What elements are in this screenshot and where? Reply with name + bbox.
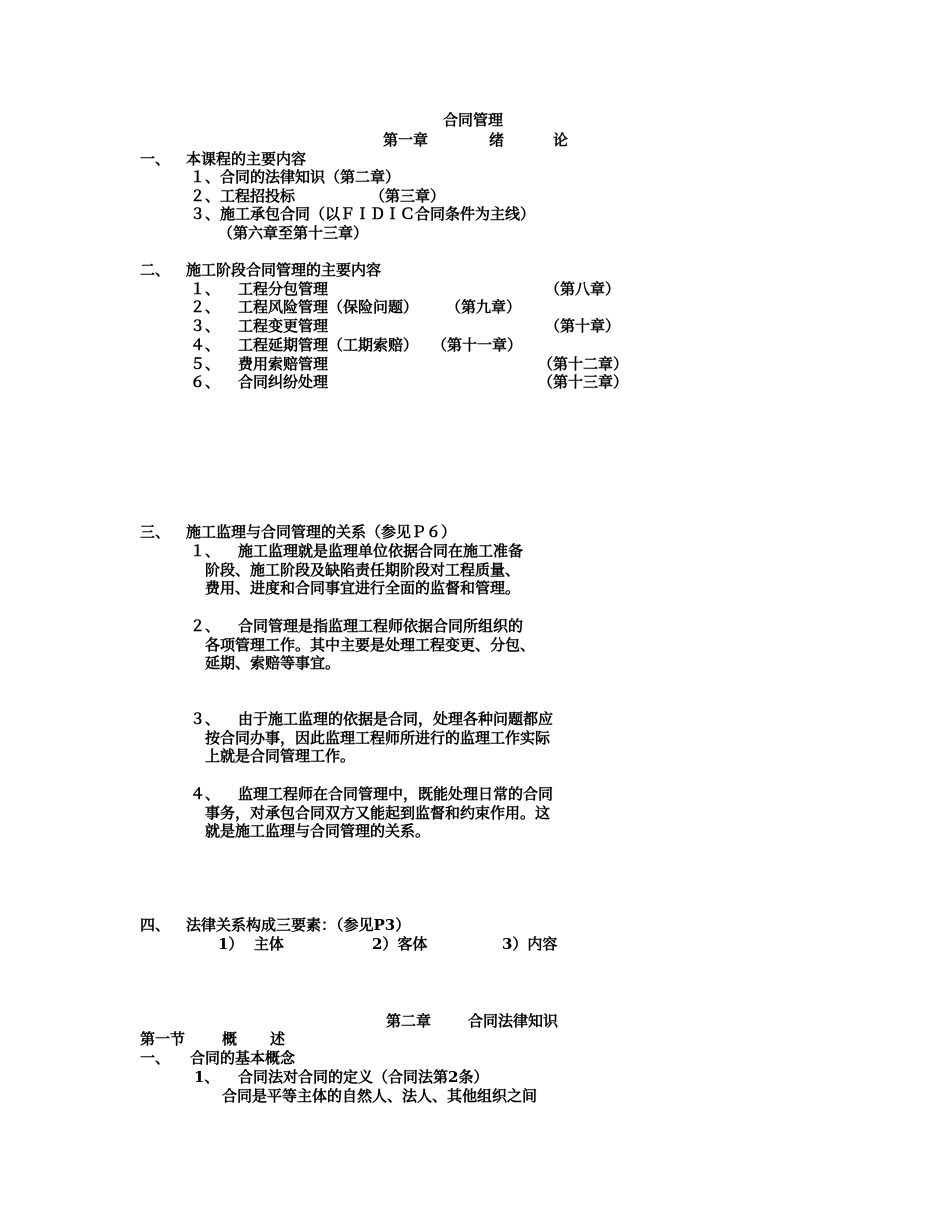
section3-para3-line: 上就是合同管理工作。	[205, 747, 356, 765]
section3-para4-line: 监理工程师在合同管理中，既能处理日常的合同	[238, 785, 554, 803]
section2-item-text: 工程延期管理（工期索赔）	[238, 336, 419, 354]
section5-num: 一、	[140, 1049, 171, 1067]
section3-para1-line: 费用、进度和合同事宜进行全面的监督和管理。	[205, 579, 521, 597]
section1-item-2-ref: （第三章）	[370, 187, 446, 205]
section1-num: 一、	[140, 150, 171, 168]
section3-para3-num: ３、	[190, 710, 221, 728]
element-object: 2）客体	[372, 935, 428, 953]
section2-item-text: 合同纠纷处理	[238, 373, 329, 391]
chapter2-label: 第二章	[386, 1012, 432, 1030]
section2-item-num: ２、	[190, 298, 221, 316]
section2-item-text: 工程变更管理	[238, 317, 329, 335]
section3-para1-num: １、	[190, 542, 221, 560]
section1-item-1: １、合同的法律知识（第二章）	[190, 168, 401, 186]
section3-para4-line: 事务，对承包合同双方又能起到监督和约束作用。这	[205, 804, 551, 822]
section2-num: 二、	[140, 261, 171, 279]
section3-para4-line: 就是施工监理与合同管理的关系。	[205, 822, 431, 840]
section1-item-3: ３、施工承包合同（以ＦＩＤＩＣ合同条件为主线）	[190, 205, 536, 223]
element-content: 3）内容	[502, 935, 558, 953]
section2-item-ref: （第十二章）	[538, 355, 629, 373]
section3-para3-line: 按合同办事，因此监理工程师所进行的监理工作实际	[205, 729, 551, 747]
section3-para4-num: ４、	[190, 785, 221, 803]
section3-para1-line: 施工监理就是监理单位依据合同在施工准备	[238, 542, 524, 560]
section3-num: 三、	[140, 523, 171, 541]
section1-item-3-cont: （第六章至第十三章）	[218, 224, 369, 242]
chapter1-word-1: 绪	[489, 131, 505, 149]
section2-item-num: ６、	[190, 373, 221, 391]
section2-item-num: ３、	[190, 317, 221, 335]
section5-item1-text: 合同法对合同的定义（合同法第2条）	[238, 1068, 489, 1086]
section2-item-ref: （第九章）	[446, 298, 522, 316]
section2-item-ref: （第十章）	[545, 317, 621, 335]
node1-word-1: 概	[222, 1030, 238, 1048]
chapter1-word-2: 论	[553, 131, 569, 149]
chapter1-label: 第一章	[383, 131, 429, 149]
section3-para2-line: 各项管理工作。其中主要是处理工程变更、分包、	[205, 636, 536, 654]
section5-item1-body: 合同是平等主体的自然人、法人、其他组织之间	[222, 1087, 538, 1105]
section3-para3-line: 由于施工监理的依据是合同，处理各种问题都应	[238, 710, 554, 728]
section1-item-2: ２、工程招投标	[190, 187, 296, 205]
section4-heading: 法律关系构成三要素：（参见P3）	[186, 916, 411, 934]
section2-item-num: １、	[190, 280, 221, 298]
section2-item-ref: （第八章）	[545, 280, 621, 298]
element-subject: 1） 主体	[218, 935, 284, 953]
node1-label: 第一节	[140, 1030, 186, 1048]
section3-para2-num: ２、	[190, 617, 221, 635]
node1-word-2: 述	[270, 1030, 286, 1048]
chapter2-title: 合同法律知识	[468, 1012, 559, 1030]
section2-heading: 施工阶段合同管理的主要内容	[186, 261, 382, 279]
section3-heading: 施工监理与合同管理的关系（参见Ｐ６）	[186, 523, 457, 541]
section2-item-text: 工程风险管理（保险问题）	[238, 298, 419, 316]
section3-para1-line: 阶段、施工阶段及缺陷责任期阶段对工程质量、	[205, 561, 521, 579]
section3-para2-line: 合同管理是指监理工程师依据合同所组织的	[238, 617, 524, 635]
section5-item1-num: 1、	[194, 1068, 220, 1086]
document-title: 合同管理	[443, 111, 504, 129]
section2-item-num: ５、	[190, 355, 221, 373]
section5-heading: 合同的基本概念	[190, 1049, 296, 1067]
section2-item-text: 工程分包管理	[238, 280, 329, 298]
section2-item-text: 费用索赔管理	[238, 355, 329, 373]
section2-item-ref: （第十三章）	[538, 373, 629, 391]
section2-item-num: ４、	[190, 336, 221, 354]
section4-num: 四、	[140, 916, 171, 934]
section2-item-ref: （第十一章）	[432, 336, 523, 354]
section3-para2-line: 延期、索赔等事宜。	[205, 654, 341, 672]
section1-heading: 本课程的主要内容	[186, 150, 307, 168]
